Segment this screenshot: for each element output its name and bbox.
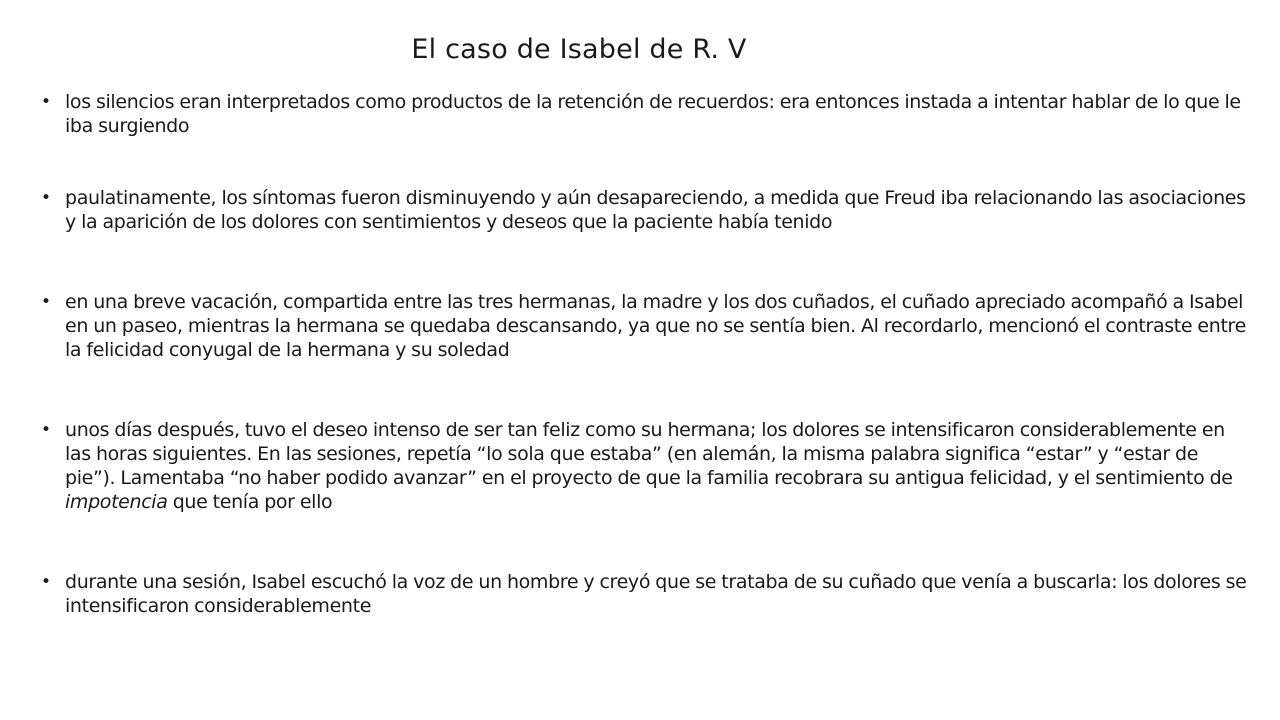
- bullet-text-italic: impotencia: [65, 491, 168, 513]
- bullet-item: [40, 418, 1250, 514]
- bullet-text: en una breve vacación, compartida entre las tres hermanas, la madre y los dos cuñados, el cuñado apreciado acompañó a Isabel en un paseo, mientras la hermana se quedaba descansando, ya que no se sentía bien. Al recordarlo, mencionó el contraste entre la felicidad conyugal de la hermana y su soledad: [65, 291, 1246, 361]
- bullet-text-end: que tenía por ello: [167, 491, 333, 513]
- bullet-item: [40, 186, 1250, 234]
- bullet-text: durante una sesión, Isabel escuchó la voz de un hombre y creyó que se trataba de su cuñado que venía a buscarla: los dolores se intensificaron considerablemente: [65, 571, 1247, 617]
- bullet-text: paulatinamente, los síntomas fueron disminuyendo y aún desapareciendo, a medida que Freud iba relacionando las asociaciones y la aparición de los dolores con sentimientos y deseos que la paciente había tenido: [65, 187, 1246, 233]
- bullet-text: los silencios eran interpretados como productos de la retención de recuerdos: era entonces instada a intentar hablar de lo que le iba surgiendo: [65, 91, 1241, 137]
- bullet-list: [40, 90, 1250, 618]
- bullet-item: [40, 290, 1250, 362]
- bullet-item: [40, 570, 1250, 618]
- bullet-dot-icon: •: [41, 420, 51, 440]
- bullet-dot-icon: •: [41, 92, 51, 112]
- bullet-item: [40, 90, 1250, 138]
- bullet-text-start: unos días después, tuvo el deseo intenso de ser tan feliz como su hermana; los dolores se intensificaron considerablemente en las horas siguientes. En las sesiones, repetía “lo sola que estaba” (en alemán, la misma palabra significa “estar” y “estar de pie”). Lamentaba “no haber podido avanzar” en el proyecto de que la familia recobrara su antigua felicidad, y el sentimiento de: [65, 419, 1233, 489]
- bullet-dot-icon: •: [41, 188, 51, 208]
- bullet-dot-icon: •: [41, 292, 51, 312]
- slide-title: El caso de Isabel de R. V: [411, 34, 747, 65]
- bullet-dot-icon: •: [41, 572, 51, 592]
